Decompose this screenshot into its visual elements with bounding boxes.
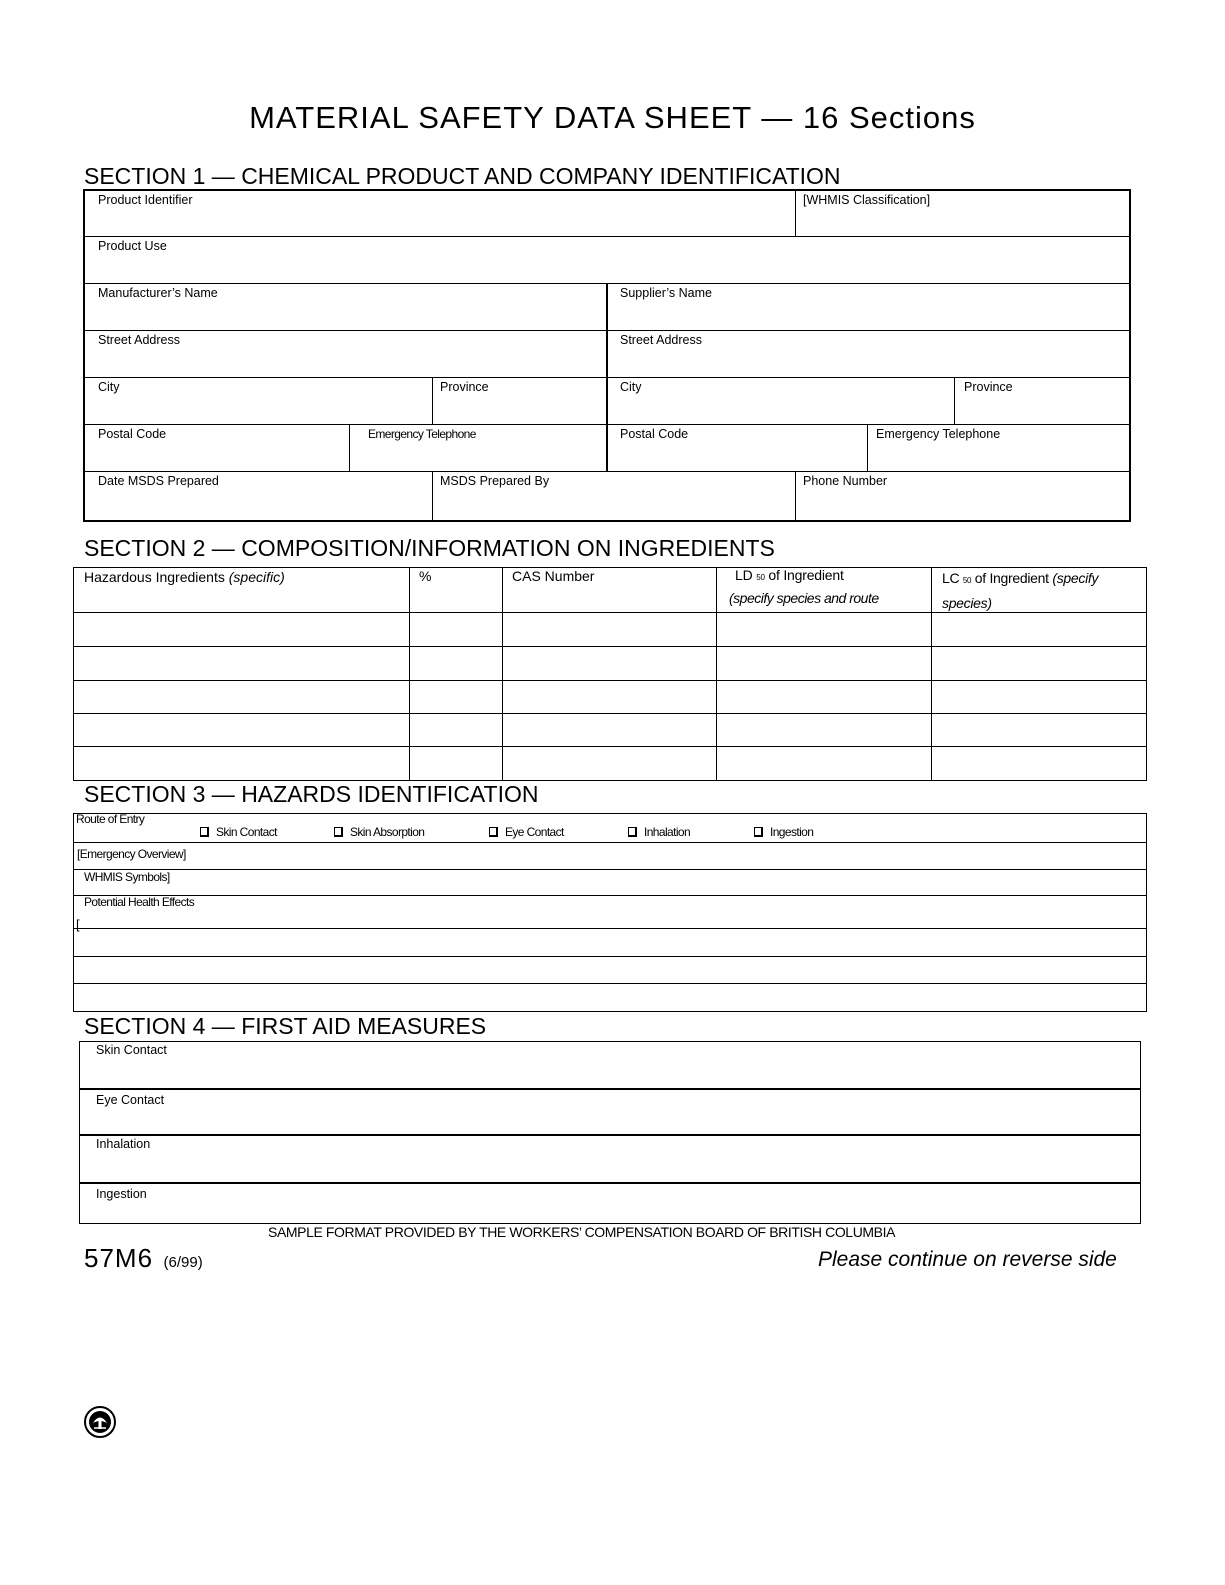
- inhalation-option[interactable]: [628, 825, 690, 839]
- first-aid-ingestion-field[interactable]: [81, 1184, 1139, 1222]
- eye-contact-option[interactable]: [489, 825, 564, 839]
- manufacturer-street-label: Street Address: [98, 333, 180, 347]
- date-prepared-label: Date MSDS Prepared: [98, 474, 219, 488]
- phone-number-label: Phone Number: [803, 474, 888, 488]
- col-lc50: [942, 567, 1098, 614]
- skin-absorption-checkbox[interactable]: [334, 827, 343, 837]
- skin-absorption-option[interactable]: [334, 825, 424, 839]
- ingredient-cell[interactable]: [503, 613, 716, 646]
- eye-contact-label: Eye Contact: [505, 825, 564, 839]
- prepared-by-field[interactable]: [433, 472, 794, 519]
- col-lc-prefix: LC: [942, 570, 960, 586]
- supplier-street-field[interactable]: [608, 331, 1129, 377]
- form-date: (6/99): [163, 1254, 203, 1271]
- ingredient-cell[interactable]: [74, 613, 409, 646]
- first-aid-ingestion-label: Ingestion: [96, 1187, 147, 1201]
- whmis-symbols-label: WHMIS Symbols]: [84, 870, 170, 884]
- inhalation-checkbox[interactable]: [628, 827, 637, 837]
- ingredient-cell[interactable]: [503, 647, 716, 680]
- ingredient-cell[interactable]: [74, 647, 409, 680]
- skin-contact-label: Skin Contact: [216, 825, 277, 839]
- manufacturer-city-field[interactable]: [85, 378, 431, 424]
- supplier-province-label: Province: [964, 380, 1013, 394]
- supplier-province-field[interactable]: [955, 378, 1129, 424]
- col-lc-suffix: of Ingredient: [974, 570, 1049, 586]
- manufacturer-emergency-phone-field[interactable]: [350, 425, 605, 471]
- manufacturer-street-field[interactable]: [85, 331, 605, 377]
- supplier-name-field[interactable]: [608, 284, 1129, 330]
- inhalation-label: Inhalation: [644, 825, 691, 839]
- health-effects-label: Potential Health Effects: [84, 895, 195, 909]
- ingredient-cell[interactable]: [503, 681, 716, 713]
- col-lc-note2: species): [942, 595, 992, 611]
- manufacturer-city-label: City: [98, 380, 120, 394]
- col-percent: %: [419, 568, 432, 584]
- continue-note: Please continue on reverse side: [818, 1248, 1117, 1271]
- first-aid-inhalation-label: Inhalation: [96, 1137, 151, 1151]
- skin-absorption-label: Skin Absorption: [350, 825, 425, 839]
- product-use-label: Product Use: [98, 239, 167, 253]
- first-aid-skin-contact-label: Skin Contact: [96, 1043, 167, 1057]
- manufacturer-postal-label: Postal Code: [98, 427, 167, 441]
- ingredient-cell[interactable]: [932, 681, 1146, 713]
- form-number: 57M6: [84, 1243, 154, 1273]
- ingredient-cell[interactable]: [74, 714, 409, 746]
- col-lc-note1: (specify: [1052, 570, 1099, 586]
- ingredient-cell[interactable]: [932, 647, 1146, 680]
- health-effects-field[interactable]: [74, 896, 1146, 928]
- eye-contact-checkbox[interactable]: [489, 827, 498, 837]
- product-identifier-label: Product Identifier: [98, 193, 193, 207]
- ingredient-cell[interactable]: [717, 714, 931, 746]
- col-lc-sub: 50: [962, 576, 972, 585]
- ingredient-cell[interactable]: [717, 747, 931, 780]
- bracket-mark: [: [76, 917, 80, 932]
- col-ld-prefix: LD: [735, 567, 753, 583]
- whmis-symbols-field[interactable]: [74, 870, 1146, 895]
- supplier-city-label: City: [620, 380, 642, 394]
- supplier-emergency-phone-field[interactable]: [868, 425, 1129, 471]
- prepared-by-label: MSDS Prepared By: [440, 474, 550, 488]
- first-aid-eye-contact-field[interactable]: [81, 1090, 1139, 1134]
- product-identifier-field[interactable]: [85, 191, 794, 236]
- section1-heading: SECTION 1 — CHEMICAL PRODUCT AND COMPANY IDENTIFICATION: [84, 163, 841, 189]
- section3-heading: SECTION 3 — HAZARDS IDENTIFICATION: [84, 781, 539, 807]
- ingredient-cell[interactable]: [410, 747, 502, 780]
- manufacturer-province-field[interactable]: [433, 378, 605, 424]
- whmis-classification-label: [WHMIS Classification]: [803, 193, 931, 207]
- manufacturer-emergency-phone-label: Emergency Telephone: [368, 427, 476, 441]
- wcb-seal-logo: [84, 1406, 116, 1438]
- ingredient-cell[interactable]: [410, 613, 502, 646]
- ingredient-cell[interactable]: [503, 747, 716, 780]
- form-number-block: [84, 1243, 203, 1274]
- ingredient-cell[interactable]: [717, 613, 931, 646]
- emergency-overview-field[interactable]: [74, 843, 1146, 869]
- skin-contact-option[interactable]: [200, 825, 277, 839]
- col-ld50: [729, 565, 879, 608]
- ingestion-label: Ingestion: [770, 825, 814, 839]
- ingredient-cell[interactable]: [74, 681, 409, 713]
- form-title: MATERIAL SAFETY DATA SHEET — 16 Sections: [249, 100, 976, 135]
- ingredient-cell[interactable]: [932, 747, 1146, 780]
- ingredient-cell[interactable]: [74, 747, 409, 780]
- col-ld-note: (specify species and route: [729, 590, 879, 606]
- health-effects-line[interactable]: [74, 957, 1146, 983]
- supplier-postal-label: Postal Code: [620, 427, 689, 441]
- manufacturer-name-label: Manufacturer’s Name: [98, 286, 218, 300]
- ingredient-cell[interactable]: [503, 714, 716, 746]
- supplier-postal-field[interactable]: [608, 425, 866, 471]
- product-use-field[interactable]: [85, 237, 1129, 283]
- ingestion-checkbox[interactable]: [754, 827, 763, 837]
- col-ld-suffix: of Ingredient: [768, 567, 844, 583]
- first-aid-inhalation-field[interactable]: [81, 1136, 1139, 1182]
- supplier-emergency-phone-label: Emergency Telephone: [876, 427, 1001, 441]
- manufacturer-name-field[interactable]: [85, 284, 605, 330]
- col-ld-sub: 50: [756, 573, 765, 582]
- first-aid-eye-contact-label: Eye Contact: [96, 1093, 165, 1107]
- supplier-city-field[interactable]: [608, 378, 953, 424]
- supplier-name-label: Supplier’s Name: [620, 286, 712, 300]
- date-prepared-field[interactable]: [85, 472, 431, 519]
- ingredient-cell[interactable]: [410, 714, 502, 746]
- section2-heading: SECTION 2 — COMPOSITION/INFORMATION ON INGREDIENTS: [84, 535, 775, 561]
- phone-number-field[interactable]: [796, 472, 1129, 519]
- col-hazardous-label: Hazardous Ingredients: [84, 569, 225, 585]
- col-hazardous-ingredients: [84, 567, 285, 587]
- supplier-street-label: Street Address: [620, 333, 702, 347]
- route-of-entry-label: Route of Entry: [76, 812, 145, 826]
- ingestion-option[interactable]: [754, 825, 813, 839]
- ingredient-cell[interactable]: [932, 714, 1146, 746]
- manufacturer-postal-field[interactable]: [85, 425, 348, 471]
- sample-format-note: SAMPLE FORMAT PROVIDED BY THE WORKERS’ COMPENSATION BOARD OF BRITISH COLUMBIA: [268, 1224, 896, 1240]
- emergency-overview-label: [Emergency Overview]: [77, 847, 186, 861]
- health-effects-line[interactable]: [74, 984, 1146, 1011]
- ingredient-cell[interactable]: [717, 647, 931, 680]
- col-hazardous-note: (specific): [228, 569, 285, 585]
- ingredient-cell[interactable]: [410, 681, 502, 713]
- manufacturer-province-label: Province: [440, 380, 489, 394]
- col-cas-number: CAS Number: [512, 568, 595, 584]
- ingredient-cell[interactable]: [717, 681, 931, 713]
- health-effects-line[interactable]: [74, 917, 1146, 956]
- section4-heading: SECTION 4 — FIRST AID MEASURES: [84, 1013, 487, 1039]
- ingredient-cell[interactable]: [410, 647, 502, 680]
- whmis-classification-field[interactable]: [796, 191, 1129, 236]
- ingredient-cell[interactable]: [932, 613, 1146, 646]
- first-aid-skin-contact-field[interactable]: [81, 1043, 1139, 1088]
- skin-contact-checkbox[interactable]: [200, 827, 209, 837]
